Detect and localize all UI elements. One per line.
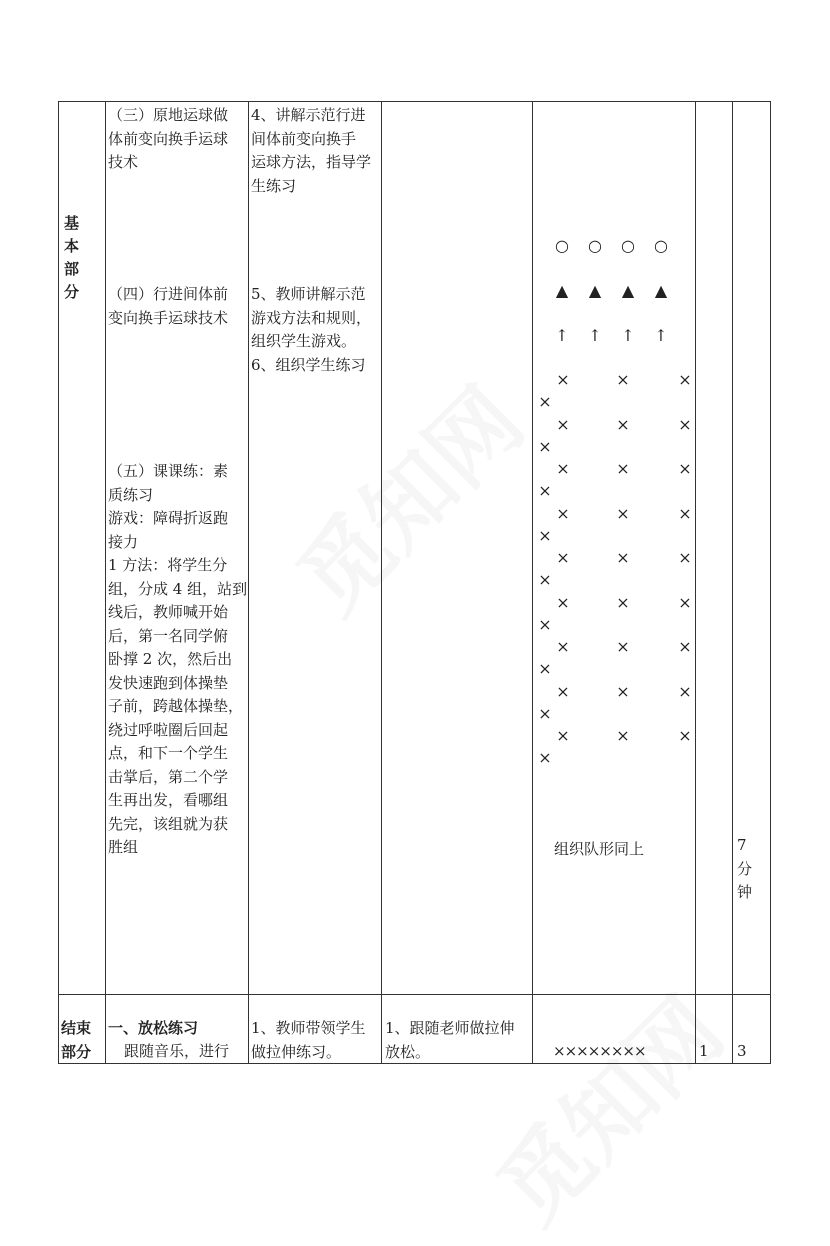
student-x-mark: × [616, 726, 630, 745]
table-border-top [58, 101, 771, 102]
student-x-mark: × [556, 459, 570, 478]
student-x-mark: × [678, 459, 692, 478]
end-teacher: 1、教师带领学生 做拉伸练习。 [251, 1019, 366, 1061]
student-x-mark: × [616, 414, 630, 434]
student-x-mark: × [538, 436, 552, 456]
student-x-mark: × [678, 503, 692, 523]
student-x-mark: × [678, 414, 692, 434]
student-x-mark: × [538, 481, 552, 500]
student-x-mark: × [538, 525, 552, 545]
formation-note: 组织队形同上 [554, 840, 645, 858]
teacher-cell-5: 5、教师讲解示范 游戏方法和规则， 组织学生游戏。 6、组织学生练习 [251, 285, 372, 374]
student-x-mark: × [678, 681, 692, 701]
row-divider [58, 994, 771, 995]
arrow-up-icon: ↑ [588, 326, 602, 345]
student-x-mark: × [538, 570, 552, 589]
end-content-title: 一、放松练习 [108, 1019, 199, 1037]
section-label-main: 基 本 部 分 [64, 214, 80, 301]
student-x-mark: × [538, 392, 552, 411]
circle-icon: ○ [588, 236, 602, 255]
student-x-mark: × [556, 681, 570, 701]
teacher-cell-4: 4、讲解示范行进 间体前变向换手 运球方法，指导学 生练习 [251, 106, 372, 195]
col-divider [732, 101, 733, 1064]
table-border-right [770, 101, 771, 1064]
circle-icon: ○ [654, 236, 668, 255]
col-divider [532, 101, 533, 1064]
student-x-mark: × [616, 503, 630, 523]
student-x-mark: × [556, 726, 570, 745]
end-content-text: 跟随音乐，进行 [124, 1042, 230, 1060]
student-x-mark: × [678, 637, 692, 656]
student-x-mark: × [616, 548, 630, 567]
student-x-mark: × [556, 548, 570, 567]
triangle-icon: ▲ [588, 281, 602, 300]
triangle-icon: ▲ [621, 281, 635, 300]
arrow-up-icon: ↑ [654, 326, 668, 345]
student-x-mark: × [616, 592, 630, 612]
col-divider [58, 101, 59, 1064]
col-divider [105, 101, 106, 1064]
student-x-mark: × [556, 637, 570, 656]
student-x-mark: × [538, 703, 552, 723]
student-x-mark: × [616, 459, 630, 478]
student-x-mark: × [538, 659, 552, 678]
student-x-mark: × [678, 726, 692, 745]
student-x-mark: × [556, 370, 570, 389]
arrow-up-icon: ↑ [555, 326, 569, 345]
watermark [264, 354, 547, 637]
circle-icon: ○ [555, 236, 569, 255]
student-x-mark: × [616, 681, 630, 701]
student-x-mark: × [556, 592, 570, 612]
end-time: 3 [737, 1042, 747, 1060]
arrow-up-icon: ↑ [621, 326, 635, 345]
student-x-mark: × [556, 414, 570, 434]
col-divider [248, 101, 249, 1064]
content-cell-5: （五）课课练：素 质练习 游戏：障碍折返跑 接力 1 方法：将学生分 组，分成 4 组，站到 线后，教师喊开始 后，第一名同学俯 卧撑 2 次，然后出 发快速跑到体操垫 子前，跨越体操垫， 绕过呼啦圈后回起 点，和下一个学生 击掌后，第二个学 生再出发，看哪组 先完，该组就为获 胜组 [108, 462, 248, 856]
time-main: 7 分 钟 [737, 836, 753, 901]
student-x-mark: × [556, 503, 570, 523]
end-student: 1、跟随老师做拉伸 放松。 [385, 1019, 515, 1061]
content-cell-3: （三）原地运球做 体前变向换手运球 技术 [108, 106, 229, 171]
content-cell-4: （四）行进间体前 变向换手运球技术 [108, 285, 229, 327]
section-label-end: 结束 部分 [61, 1019, 92, 1061]
end-count: 1 [699, 1042, 709, 1060]
student-x-mark: × [678, 548, 692, 567]
student-x-mark: × [538, 748, 552, 767]
watermark [464, 964, 747, 1246]
student-x-mark: × [678, 370, 692, 389]
col-divider [381, 101, 382, 1064]
triangle-icon: ▲ [555, 281, 569, 300]
student-x-mark: × [616, 637, 630, 656]
circle-icon: ○ [621, 236, 635, 255]
student-x-mark: × [616, 370, 630, 389]
end-formation: ×××××××× [553, 1042, 646, 1060]
student-x-mark: × [678, 592, 692, 612]
student-x-mark: × [538, 614, 552, 634]
col-divider [695, 101, 696, 1064]
triangle-icon: ▲ [654, 281, 668, 300]
